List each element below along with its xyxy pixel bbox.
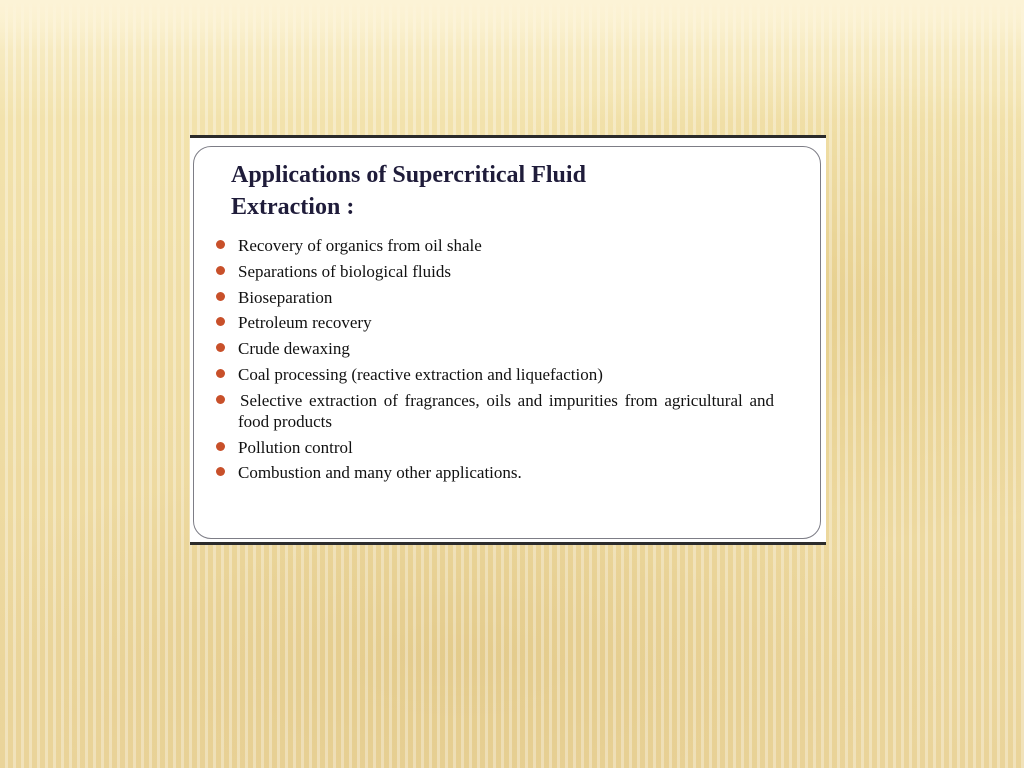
list-item: [214, 235, 774, 256]
list-item-text: Selective extraction of fragrances, oils and impurities from agricultural and food products: [238, 390, 774, 431]
list-item: [214, 390, 774, 432]
list-item-text: Separations of biological fluids: [238, 261, 451, 281]
list-item: [214, 261, 774, 282]
slide-title: [231, 159, 791, 223]
list-item-text: Petroleum recovery: [238, 313, 372, 333]
list-item-text: Crude dewaxing: [238, 339, 350, 359]
list-item: [214, 312, 774, 333]
bullet-dot-icon: [216, 395, 225, 404]
slide-image: [190, 135, 826, 545]
title-line-1: Applications of Supercritical Fluid: [231, 162, 586, 188]
list-item-text: Pollution control: [238, 437, 353, 457]
bullet-dot-icon: [216, 266, 225, 275]
list-item: [214, 338, 774, 359]
list-item: [214, 462, 774, 483]
list-item-text: Recovery of organics from oil shale: [238, 236, 482, 255]
title-line-2: Extraction :: [231, 194, 355, 220]
list-item: [214, 364, 774, 385]
content-frame: [193, 146, 821, 539]
list-item: [214, 437, 774, 458]
list-item-text: Combustion and many other applications.: [238, 463, 522, 483]
bullet-dot-icon: [216, 292, 225, 301]
list-item-text: Coal processing (reactive extraction and liquefaction): [238, 364, 603, 384]
bullet-dot-icon: [216, 317, 225, 326]
bullet-list: [214, 235, 774, 488]
list-item: [214, 287, 774, 308]
bullet-dot-icon: [216, 343, 225, 352]
bullet-dot-icon: [216, 467, 225, 476]
background-top-band: [0, 0, 1024, 48]
bullet-dot-icon: [216, 369, 225, 378]
bullet-dot-icon: [216, 442, 225, 451]
bullet-dot-icon: [216, 240, 225, 249]
list-item-text: Bioseparation: [238, 287, 333, 307]
